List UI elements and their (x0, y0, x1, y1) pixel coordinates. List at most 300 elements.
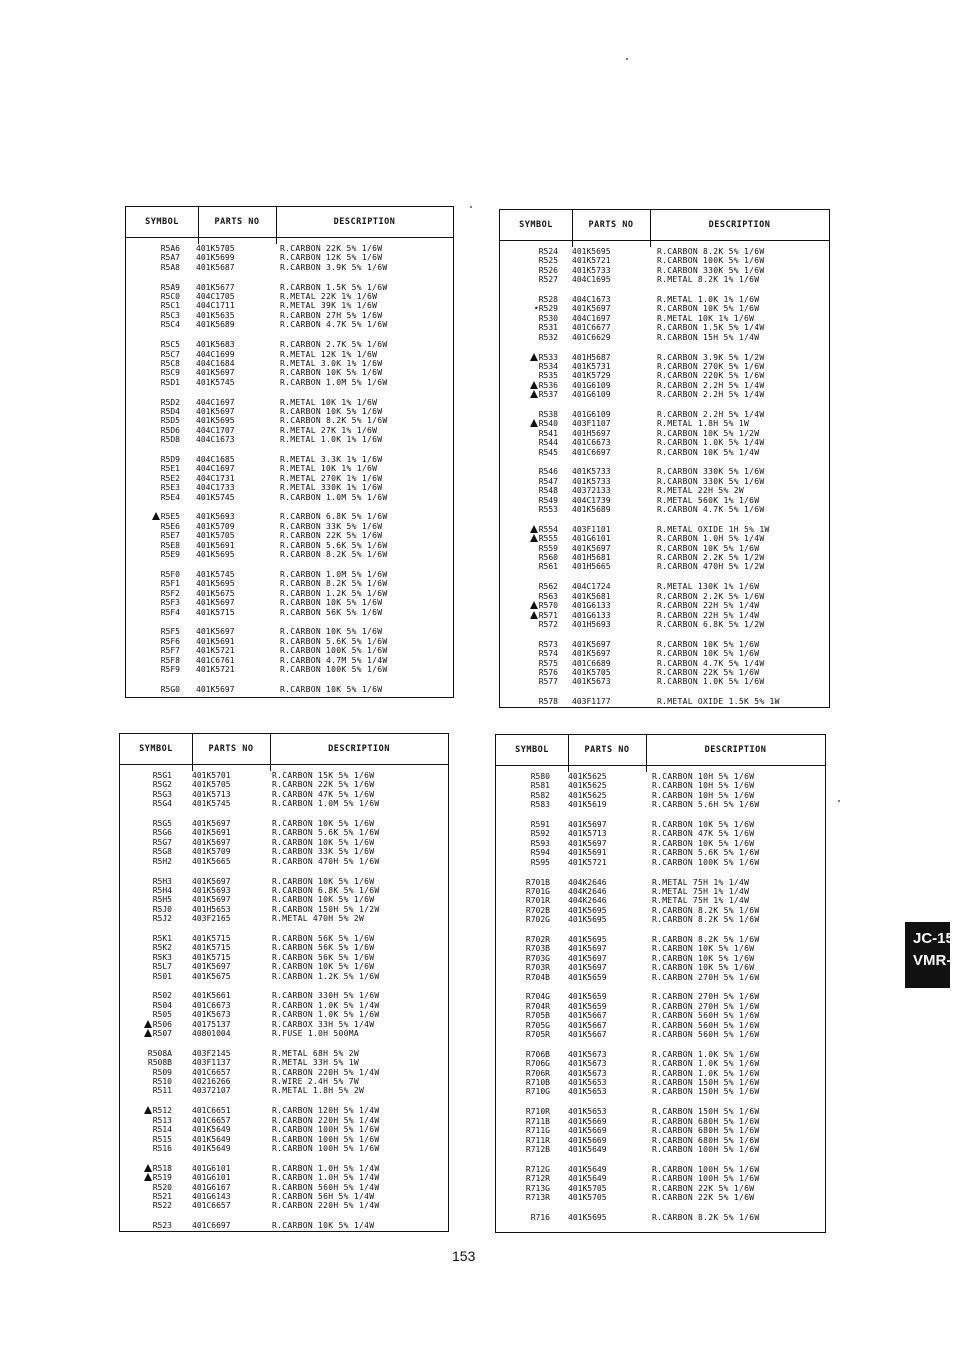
table-row (126, 598, 453, 607)
row-group (500, 640, 829, 687)
table-row (500, 381, 829, 390)
cell-description: R.CARBON 1.0M 5% 1/6W (272, 799, 380, 809)
column-divider (572, 210, 573, 241)
cell-description: R.CARBON 22H 5% 1/4W (657, 601, 760, 611)
cell-symbol-text: R710R (525, 1107, 550, 1117)
table-row (500, 266, 829, 275)
parts-table-top-left (125, 206, 454, 698)
cell-symbol-text: R5G1 (152, 771, 172, 780)
cell-description: R.METAL 330K 1% 1/6W (280, 483, 383, 493)
table-row (126, 292, 453, 301)
cell-symbol (526, 1021, 550, 1030)
table-row (496, 781, 825, 790)
table-row (496, 1165, 825, 1174)
cell-parts-no: 401K5695 (568, 1212, 607, 1222)
cell-symbol (526, 887, 550, 896)
column-divider (572, 241, 573, 247)
column-divider (270, 734, 271, 765)
cell-parts-no: 401K5715 (192, 952, 231, 962)
cell-symbol-text: R705R (525, 1029, 550, 1039)
cell-description: R.CARBON 1.0K 5% 1/6W (272, 1010, 380, 1020)
cell-symbol-text: R5A8 (160, 262, 180, 272)
cell-symbol (530, 611, 558, 620)
row-group (120, 1221, 448, 1230)
table-row (496, 915, 825, 924)
cell-parts-no: 401C6673 (192, 1000, 231, 1010)
cell-parts-no: 401K5673 (568, 1059, 607, 1069)
cell-symbol-text: R704G (525, 992, 550, 1002)
cell-parts-no: 401C6677 (572, 323, 611, 333)
cell-parts-no: 404C1673 (572, 295, 611, 305)
cell-description: R.CARBON 220H 5% 1/4W (272, 1067, 380, 1077)
table-row (126, 253, 453, 262)
cell-parts-no: 401G6109 (572, 390, 611, 400)
cell-symbol (161, 464, 180, 473)
table-row (500, 314, 829, 323)
cell-symbol-text: R5C7 (160, 349, 180, 359)
cell-symbol (153, 1068, 172, 1077)
cell-symbol (153, 934, 172, 943)
cell-parts-no: 401K5691 (196, 636, 235, 646)
cell-symbol-text: R5E9 (160, 550, 180, 560)
cell-symbol (530, 534, 558, 543)
table-row (500, 275, 829, 284)
cell-symbol-text: R577 (538, 677, 558, 687)
cell-parts-no: 401K5625 (568, 781, 607, 791)
cell-symbol (531, 1213, 550, 1222)
cell-parts-no: 403F1107 (572, 419, 611, 429)
cell-symbol (153, 886, 172, 895)
cell-description: R.CARBON 220H 5% 1/4W (272, 1115, 380, 1125)
cell-parts-no: 401K5705 (572, 667, 611, 677)
row-group (496, 878, 825, 925)
cell-symbol (153, 790, 172, 799)
cell-parts-no: 401K5705 (196, 531, 235, 541)
cell-parts-no: 401G6101 (572, 534, 611, 544)
cell-symbol (539, 429, 558, 438)
cell-symbol (161, 378, 180, 387)
table-row (126, 483, 453, 492)
parts-table-bottom-left (119, 733, 449, 1232)
cell-symbol (153, 799, 172, 808)
table-row (496, 1213, 825, 1222)
table-row (120, 819, 448, 828)
cell-symbol (152, 512, 180, 521)
cell-symbol (526, 963, 550, 972)
cell-symbol-text: R5G7 (152, 837, 172, 847)
cell-parts-no: 401K5697 (192, 837, 231, 847)
row-group (126, 570, 453, 617)
cell-symbol-text: R5K3 (152, 952, 172, 962)
cell-symbol-text: R705G (525, 1020, 550, 1030)
table-row (126, 589, 453, 598)
cell-parts-no: 401K5653 (568, 1078, 607, 1088)
cell-description: R.CARBON 10K 5% 1/6W (272, 876, 375, 886)
cell-symbol-text: R5C0 (160, 292, 180, 302)
cell-symbol (161, 426, 180, 435)
cell-parts-no: 401K5697 (196, 627, 235, 637)
cell-parts-no: 401K5697 (572, 543, 611, 553)
cell-parts-no: 404C1685 (196, 455, 235, 465)
cell-description: R.CARBON 680H 5% 1/6W (652, 1116, 760, 1126)
cell-description: R.CARBON 100K 5% 1/6W (657, 256, 765, 266)
cell-symbol-text: R5F3 (160, 598, 180, 608)
cell-parts-no: 401K5681 (572, 591, 611, 601)
cell-symbol-text: R706R (525, 1068, 550, 1078)
cell-symbol (531, 848, 550, 857)
cell-parts-no: 401K5721 (572, 256, 611, 266)
cell-description: R.CARBON 10K 5% 1/6W (657, 649, 760, 659)
table-row (500, 525, 829, 534)
table-row (126, 416, 453, 425)
cell-parts-no: 401C6689 (572, 658, 611, 668)
cell-symbol (539, 295, 558, 304)
cell-description: R.CARBON 47K 5% 1/6W (652, 829, 755, 839)
cell-symbol-text: R704R (525, 1001, 550, 1011)
cell-parts-no: 401K5691 (196, 540, 235, 550)
cell-symbol-text: R506 (152, 1019, 172, 1029)
cell-parts-no: 40216266 (192, 1077, 231, 1087)
section-tab-line1: JC-15 (913, 930, 954, 947)
cell-symbol-text: R5F9 (160, 664, 180, 674)
cell-symbol (153, 877, 172, 886)
cell-description: R.CARBON 1.0H 5% 1/4W (272, 1173, 380, 1183)
cell-symbol (153, 780, 172, 789)
table-row (496, 800, 825, 809)
cell-symbol (526, 935, 550, 944)
table-row (120, 1068, 448, 1077)
cell-symbol-text: R5F2 (160, 588, 180, 598)
cell-parts-no: 404C1697 (196, 464, 235, 474)
table-row (126, 340, 453, 349)
cell-symbol (161, 263, 180, 272)
cell-symbol (539, 438, 558, 447)
cell-description: R.CARBON 1.0K 5% 1/6W (657, 677, 765, 687)
cell-symbol (526, 1069, 550, 1078)
cell-symbol (530, 601, 558, 610)
table-header (500, 210, 829, 241)
cell-symbol (539, 256, 558, 265)
table-body (496, 772, 825, 1233)
cell-description: R.CARBON 270H 5% 1/6W (652, 992, 760, 1002)
cell-parts-no: 401K5659 (568, 972, 607, 982)
safety-warning-icon (144, 1020, 152, 1028)
cell-symbol (161, 522, 180, 531)
cell-symbol-text: R5F8 (160, 655, 180, 665)
cell-parts-no: 401K5653 (568, 1087, 607, 1097)
cell-symbol-text: R592 (530, 829, 550, 839)
cell-parts-no: 401K5745 (196, 377, 235, 387)
cell-symbol-text: R5F6 (160, 636, 180, 646)
cell-description: R.CARBON 56K 5% 1/6W (272, 943, 375, 953)
cell-parts-no: 401K5691 (192, 828, 231, 838)
cell-symbol (153, 953, 172, 962)
cell-symbol-text: R5D4 (160, 406, 180, 416)
cell-symbol (539, 371, 558, 380)
cell-symbol-text: R5G2 (152, 780, 172, 790)
table-row (120, 1020, 448, 1029)
cell-symbol-text: R704B (525, 972, 550, 982)
table-row (126, 398, 453, 407)
table-row (496, 1030, 825, 1039)
cell-description: R.CARBON 120H 5% 1/4W (272, 1106, 380, 1116)
cell-symbol (161, 455, 180, 464)
table-row (496, 839, 825, 848)
cell-description: R.CARBON 1.0K 5% 1/4W (272, 1000, 380, 1010)
section-tab (905, 922, 960, 988)
cell-symbol-text: R701G (525, 886, 550, 896)
row-group (500, 410, 829, 457)
table-row (500, 553, 829, 562)
table-body (126, 244, 453, 705)
table-row (126, 656, 453, 665)
header-parts-no: PARTS NO (588, 220, 634, 230)
table-row (120, 1221, 448, 1230)
cell-symbol (161, 301, 180, 310)
cell-symbol (161, 359, 180, 368)
table-row (496, 791, 825, 800)
table-row (120, 972, 448, 981)
cell-symbol-text: R5D6 (160, 425, 180, 435)
cell-symbol-text: R536 (538, 380, 558, 390)
column-divider (270, 765, 271, 771)
table-row (496, 829, 825, 838)
cell-symbol-text: R5D9 (160, 455, 180, 465)
cell-parts-no: 404C1707 (196, 425, 235, 435)
cell-symbol (161, 350, 180, 359)
page-number: 153 (452, 1248, 476, 1264)
cell-parts-no: 403F1137 (192, 1058, 231, 1068)
cell-symbol-text: R512 (152, 1106, 172, 1116)
table-row (496, 944, 825, 953)
cell-description: R.CARBON 150H 5% 1/6W (652, 1078, 760, 1088)
header-description: DESCRIPTION (704, 745, 767, 755)
table-row (126, 570, 453, 579)
cell-parts-no: 401K5733 (572, 265, 611, 275)
table-row (126, 541, 453, 550)
cell-symbol-text: R5G8 (152, 847, 172, 857)
table-row (120, 857, 448, 866)
table-row (500, 562, 829, 571)
column-divider (192, 734, 193, 765)
cell-symbol (539, 582, 558, 591)
cell-symbol-text: R5E8 (160, 540, 180, 550)
cell-description: R.CARBON 2.2H 5% 1/4W (657, 390, 765, 400)
cell-description: R.CARBON 10K 5% 1/6W (280, 368, 383, 378)
cell-symbol (144, 1164, 172, 1173)
cell-symbol-text: R702G (525, 915, 550, 925)
row-group (120, 771, 448, 809)
cell-symbol (161, 493, 180, 502)
cell-description: R.CARBON 8.2K 5% 1/6W (280, 416, 388, 426)
cell-symbol-text: R5E5 (160, 512, 180, 522)
cell-symbol (526, 1145, 550, 1154)
cell-description: R.CARBON 2.2K 5% 1/2W (657, 553, 765, 563)
cell-symbol-text: R510 (152, 1077, 172, 1087)
cell-symbol-text: R701B (525, 877, 550, 887)
cell-description: R.CARBON 10K 5% 1/4W (657, 447, 760, 457)
table-row (120, 1077, 448, 1086)
cell-symbol-text: R528 (538, 295, 558, 305)
cell-parts-no: 401H5665 (572, 562, 611, 572)
cell-symbol-text: R533 (538, 352, 558, 362)
table-header (120, 734, 448, 765)
cell-parts-no: 401K5721 (196, 646, 235, 656)
table-row (120, 1164, 448, 1173)
cell-parts-no: 404C1673 (196, 435, 235, 445)
cell-parts-no: 401K5619 (568, 800, 607, 810)
row-group (126, 455, 453, 502)
cell-symbol-text: R713G (525, 1183, 550, 1193)
cell-symbol (539, 323, 558, 332)
cell-symbol-text: R5E4 (160, 492, 180, 502)
table-row (500, 429, 829, 438)
parts-table-bottom-right (495, 734, 826, 1233)
cell-symbol (530, 381, 558, 390)
cell-symbol-text: R5C4 (160, 320, 180, 330)
cell-description: R.CARBON 10K 5% 1/6W (272, 895, 375, 905)
cell-symbol (153, 819, 172, 828)
cell-parts-no: 401K5697 (572, 649, 611, 659)
cell-symbol (153, 1201, 172, 1210)
header-description: DESCRIPTION (708, 220, 771, 230)
cell-symbol (161, 608, 180, 617)
cell-symbol (539, 362, 558, 371)
cell-symbol (526, 1050, 550, 1059)
cell-symbol-text: R514 (152, 1125, 172, 1135)
cell-parts-no: 404C1697 (196, 397, 235, 407)
cell-parts-no: 401K5697 (572, 304, 611, 314)
table-row (500, 611, 829, 620)
cell-symbol-text: R702B (525, 905, 550, 915)
cell-parts-no: 401K5669 (568, 1126, 607, 1136)
scan-speck (838, 800, 840, 802)
header-symbol: SYMBOL (519, 220, 553, 230)
cell-description: R.CARBON 56K 5% 1/6W (272, 952, 375, 962)
cell-symbol (526, 915, 550, 924)
cell-parts-no: 404K2646 (568, 877, 607, 887)
cell-parts-no: 40175137 (192, 1019, 231, 1029)
cell-description: R.CARBON 1.0K 5% 1/6W (652, 1068, 760, 1078)
cell-parts-no: 401K5691 (568, 848, 607, 858)
table-row (500, 505, 829, 514)
table-row (126, 531, 453, 540)
table-row (500, 256, 829, 265)
cell-symbol-text: R5A9 (160, 282, 180, 292)
cell-parts-no: 401C6629 (572, 332, 611, 342)
cell-description: R.CARBON 1.0K 5% 1/4W (657, 438, 765, 448)
cell-symbol (539, 553, 558, 562)
table-row (496, 1011, 825, 1020)
cell-parts-no: 401K5669 (568, 1135, 607, 1145)
cell-description: R.METAL 68H 5% 2W (272, 1048, 359, 1058)
cell-symbol (161, 283, 180, 292)
table-row (126, 368, 453, 377)
cell-symbol (153, 943, 172, 952)
cell-symbol (531, 839, 550, 848)
cell-description: R.CARBON 560H 5% 1/4W (272, 1182, 380, 1192)
cell-symbol (526, 1059, 550, 1068)
table-row (500, 410, 829, 419)
table-row (496, 887, 825, 896)
table-row (496, 1050, 825, 1059)
cell-description: R.METAL 39K 1% 1/6W (280, 301, 378, 311)
cell-parts-no: 401H5697 (572, 428, 611, 438)
table-row (126, 608, 453, 617)
cell-description: R.CARBON 10K 5% 1/6W (657, 639, 760, 649)
cell-parts-no: 40372133 (572, 486, 611, 496)
column-divider (646, 735, 647, 766)
cell-description: R.CARBON 150H 5% 1/6W (652, 1107, 760, 1117)
table-row (126, 493, 453, 502)
column-divider (568, 735, 569, 766)
cell-symbol (153, 914, 172, 923)
cell-symbol-text: R5G6 (152, 828, 172, 838)
table-row (496, 772, 825, 781)
cell-parts-no: 401K5695 (196, 416, 235, 426)
cell-description: R.CARBON 100K 5% 1/6W (280, 646, 388, 656)
cell-symbol-text: R570 (538, 601, 558, 611)
cell-symbol-text: R523 (152, 1221, 172, 1231)
cell-symbol-text: R515 (152, 1134, 172, 1144)
cell-parts-no: 401K5695 (196, 550, 235, 560)
cell-description: R.CARBON 10K 5% 1/6W (652, 953, 755, 963)
table-row (126, 311, 453, 320)
cell-symbol-text: R591 (530, 820, 550, 830)
table-row (120, 771, 448, 780)
cell-description: R.CARBON 10K 5% 1/2W (657, 428, 760, 438)
cell-symbol-text: R710B (525, 1078, 550, 1088)
cell-symbol-text: R712B (525, 1144, 550, 1154)
cell-symbol (153, 838, 172, 847)
cell-parts-no: 401H5653 (192, 904, 231, 914)
cell-description: R.CARBON 56K 5% 1/6W (280, 607, 383, 617)
cell-description: R.METAL OXIDE 1H 5% 1W (657, 524, 770, 534)
cell-parts-no: 401K5699 (196, 253, 235, 263)
cell-parts-no: 401K5653 (568, 1107, 607, 1117)
cell-symbol (539, 505, 558, 514)
cell-description: R.CARBON 10K 5% 1/6W (272, 819, 375, 829)
column-divider (568, 766, 569, 772)
cell-symbol-text: R578 (538, 697, 558, 707)
cell-symbol (161, 627, 180, 636)
table-row (120, 1116, 448, 1125)
table-row (126, 512, 453, 521)
cell-description: R.METAL 75H 1% 1/4W (652, 877, 750, 887)
cell-description: R.CARBON 2.7K 5% 1/6W (280, 340, 388, 350)
cell-symbol (153, 1086, 172, 1095)
cell-symbol (526, 1117, 550, 1126)
cell-description: R.METAL 270K 1% 1/6W (280, 473, 383, 483)
cell-symbol-text: R5E3 (160, 483, 180, 493)
table-row (120, 877, 448, 886)
scan-speck (626, 58, 628, 60)
cell-symbol-text: R5J0 (152, 904, 172, 914)
cell-symbol-text: R5D1 (160, 377, 180, 387)
cell-symbol (531, 829, 550, 838)
cell-symbol (539, 697, 558, 706)
cell-symbol-text: R703G (525, 953, 550, 963)
row-group (496, 935, 825, 982)
cell-parts-no: 401K5649 (568, 1164, 607, 1174)
row-group (120, 934, 448, 981)
cell-description: R.CARBON 220H 5% 1/4W (272, 1201, 380, 1211)
cell-parts-no: 401K5715 (192, 943, 231, 953)
cell-symbol-text: R595 (530, 857, 550, 867)
row-group (120, 819, 448, 866)
cell-symbol (161, 589, 180, 598)
cell-parts-no: 401K5697 (192, 876, 231, 886)
